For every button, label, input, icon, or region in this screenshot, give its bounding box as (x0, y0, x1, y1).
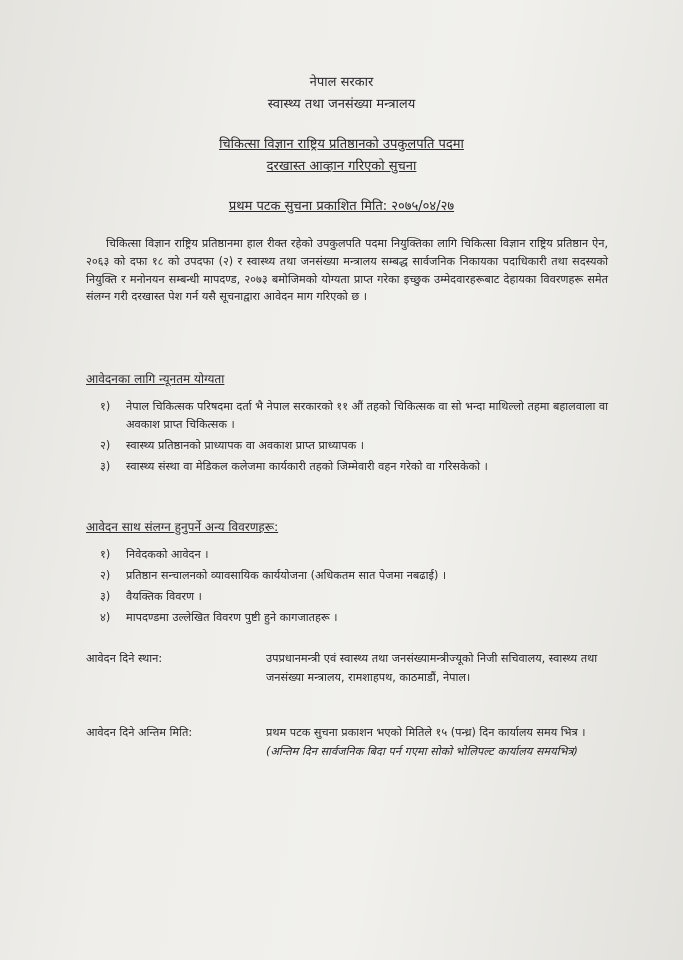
government-name: नेपाल सरकार (309, 75, 374, 90)
place-value: उपप्रधानमन्त्री एवं स्वास्थ्य तथा जनसंख्यामन्त्रीज्यूको निजी सचिवालय, स्वास्थ्य तथा जनसंख्या मन्त्रालय, रामशाहपथ, काठमाडौं, नेपाल। (266, 652, 598, 684)
qualifications-list (100, 398, 610, 479)
attachments-list (100, 546, 610, 630)
item-number: ३) (100, 590, 111, 603)
item-number: २) (100, 439, 111, 452)
list-item (100, 437, 610, 455)
item-text: प्रतिष्ठान सन्चालनको व्यावसायिक कार्ययोजना (अधिकतम सात पेजमा नबढाई) । (126, 569, 447, 582)
body-paragraph: चिकित्सा विज्ञान राष्ट्रिय प्रतिष्ठानमा हाल रीक्त रहेको उपकुलपति पदमा नियुक्तिका लागि चिकित्सा विज्ञान राष्ट्रिय प्रतिष्ठान ऐन, २०६३ को दफा १८ को उपदफा (२) र स्वास्थ्य तथा जनसंख्या मन्त्रालय सम्बद्ध सार्वजनिक निकायका पदाधिकारी तथा सदस्यको नियुक्ति र मनोनयन सम्बन्धी मापदण्ड, २०७३ बमोजिमको योग्यता प्राप्त गरेका इच्छुक उम्मेदवारहरूबाट देहायका विवरणहरू समेत संलग्न गरी दरखास्त पेश गर्न यसै सूचनाद्वारा आवेदन माग गरिएको छ । (86, 237, 608, 304)
application-deadline (86, 724, 610, 761)
item-number: ३) (100, 460, 111, 473)
item-text: निवेदकको आवेदन । (126, 548, 209, 561)
item-number: २) (100, 569, 111, 582)
list-item (100, 398, 610, 434)
list-item (100, 567, 610, 585)
deadline-label: आवेदन दिने अन्तिम मिति: (86, 726, 193, 739)
item-number: १) (100, 400, 111, 413)
item-text: स्वास्थ्य प्रतिष्ठानको प्राध्यापक वा अवकाश प्राप्त प्राध्यापक । (126, 439, 365, 452)
list-item (100, 588, 610, 606)
list-item (100, 546, 610, 564)
qualifications-heading: आवेदनका लागि न्यूनतम योग्यता (86, 372, 225, 386)
notice-title-line1: चिकित्सा विज्ञान राष्ट्रिय प्रतिष्ठानको उपकुलपति पदमा (219, 137, 464, 152)
notice-title-line2: दरखास्त आव्हान गरिएको सुचना (266, 159, 417, 174)
item-text: वैयक्तिक विवरण । (126, 590, 202, 603)
ministry-name: स्वास्थ्य तथा जनसंख्या मन्त्रालय (267, 97, 416, 112)
place-label: आवेदन दिने स्थान: (86, 652, 163, 665)
application-place (86, 650, 610, 687)
item-number: ४) (100, 611, 111, 624)
list-item (100, 458, 610, 476)
deadline-value: प्रथम पटक सुचना प्रकाशन भएको मितिले १५ (पन्ध्र) दिन कार्यालय समय भित्र । (266, 726, 586, 739)
deadline-value-wrap (266, 724, 610, 761)
item-text: नेपाल चिकित्सक परिषदमा दर्ता भै नेपाल सरकारको ११ औं तहको चिकित्सक वा सो भन्दा माथिल्लो तहमा बहालवाला वा अवकाश प्राप्त चिकित्सक । (126, 400, 609, 431)
attachments-heading: आवेदन साथ संलग्न हुनुपर्ने अन्य विवरणहरू: (86, 520, 279, 534)
item-number: १) (100, 548, 111, 561)
item-text: स्वास्थ्य संस्था वा मेडिकल कलेजमा कार्यकारी तहको जिम्मेवारी वहन गरेको वा गरिसकेको । (126, 460, 488, 473)
published-date: प्रथम पटक सुचना प्रकाशित मिति: २०७५/०४/२७ (228, 199, 455, 214)
list-item (100, 609, 610, 627)
item-text: मापदण्डमा उल्लेखित विवरण पुष्टी हुने कागजातहरू । (126, 611, 338, 624)
deadline-note: (अन्तिम दिन सार्वजनिक बिदा पर्न गएमा सोको भोलिपल्ट कार्यालय समयभित्र) (266, 744, 578, 758)
